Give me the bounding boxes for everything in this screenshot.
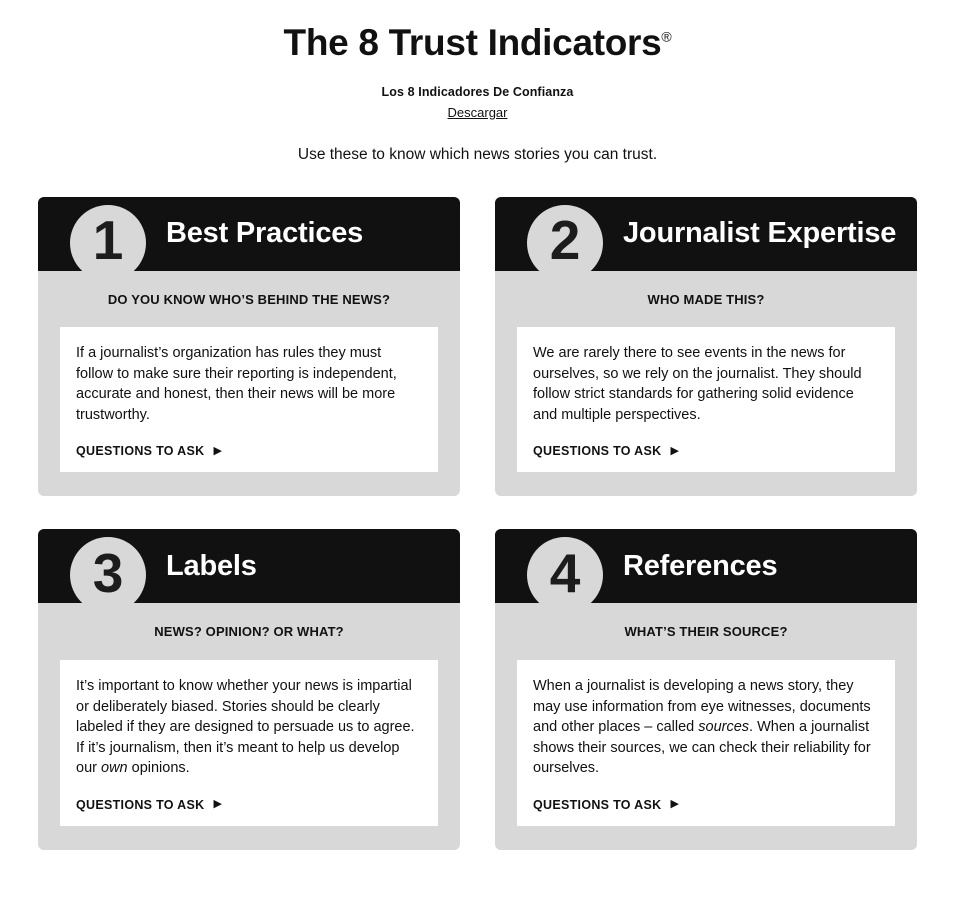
card-question-3: NEWS? OPINION? OR WHAT? — [154, 624, 344, 640]
indicator-card-grid — [38, 197, 917, 850]
indicator-card-2 — [495, 197, 917, 497]
card-number-3: 3 — [92, 541, 124, 604]
indicator-card-4 — [495, 529, 917, 849]
questions-to-ask-4[interactable] — [533, 798, 879, 812]
download-link[interactable]: Descargar — [447, 104, 508, 120]
card-text-2: We are rarely there to see events in the news for ourselves, so we rely on the journalist. They should follow strict standards for gathering solid evidence and multiple perspectives. — [533, 345, 862, 423]
questions-to-ask-1[interactable] — [76, 444, 422, 458]
card-header-4 — [495, 529, 917, 603]
card-title-4: References — [623, 549, 778, 582]
card-number-badge-1 — [70, 205, 146, 281]
card-title-3: Labels — [166, 549, 257, 582]
card-header-2 — [495, 197, 917, 271]
card-body-1 — [60, 327, 438, 472]
card-body-2 — [517, 327, 895, 472]
arrow-right-icon: ▶ — [213, 798, 222, 811]
card-text-3: It’s important to know whether your news is impartial or deliberately biased. Stories should be clearly labeled if they are designed to persuade us to agree. If it’s journalism, then it’s meant to help us develop our own opinions. — [76, 677, 415, 777]
spanish-subtitle: Los 8 Indicadores De Confianza — [381, 84, 574, 99]
card-number-2: 2 — [549, 209, 581, 272]
card-number-badge-3 — [70, 537, 146, 613]
indicator-card-1 — [38, 197, 460, 497]
card-question-2: WHO MADE THIS? — [647, 291, 765, 307]
page-header — [0, 0, 955, 164]
questions-to-ask-label-1: QUESTIONS TO ASK — [76, 444, 205, 459]
card-number-badge-2 — [527, 205, 603, 281]
questions-to-ask-label-2: QUESTIONS TO ASK — [533, 444, 662, 459]
card-text-4: When a journalist is developing a news story, they may use information from eye witnesses, documents and other places – called sources. When a journalist shows their sources, we can check their reliability for ourselves. — [533, 677, 871, 777]
arrow-right-icon: ▶ — [213, 444, 222, 457]
card-body-3 — [60, 660, 438, 826]
card-body-4 — [517, 660, 895, 826]
questions-to-ask-2[interactable] — [533, 444, 879, 458]
card-number-4: 4 — [549, 541, 581, 604]
card-question-4: WHAT’S THEIR SOURCE? — [624, 624, 788, 640]
card-title-1: Best Practices — [166, 217, 364, 250]
card-question-1: DO YOU KNOW WHO’S BEHIND THE NEWS? — [107, 291, 391, 307]
card-text-1: If a journalist’s organization has rules they must follow to make sure their reporting is independent, accurate and honest, then their news will be more trustworthy. — [76, 345, 397, 423]
card-title-2: Journalist Expertise — [623, 217, 897, 250]
card-number-badge-4 — [527, 537, 603, 613]
page-title — [0, 22, 955, 65]
page-title-text: The 8 Trust Indicators — [283, 22, 662, 63]
questions-to-ask-label-4: QUESTIONS TO ASK — [533, 797, 662, 812]
questions-to-ask-label-3: QUESTIONS TO ASK — [76, 797, 205, 812]
questions-to-ask-3[interactable] — [76, 798, 422, 812]
card-header-1 — [38, 197, 460, 271]
page-tagline: Use these to know which news stories you can trust. — [297, 145, 658, 163]
card-header-3 — [38, 529, 460, 603]
indicator-card-3 — [38, 529, 460, 849]
registered-trademark-icon: ® — [661, 28, 672, 45]
arrow-right-icon: ▶ — [670, 444, 679, 457]
card-number-1: 1 — [92, 209, 124, 272]
arrow-right-icon: ▶ — [670, 798, 679, 811]
